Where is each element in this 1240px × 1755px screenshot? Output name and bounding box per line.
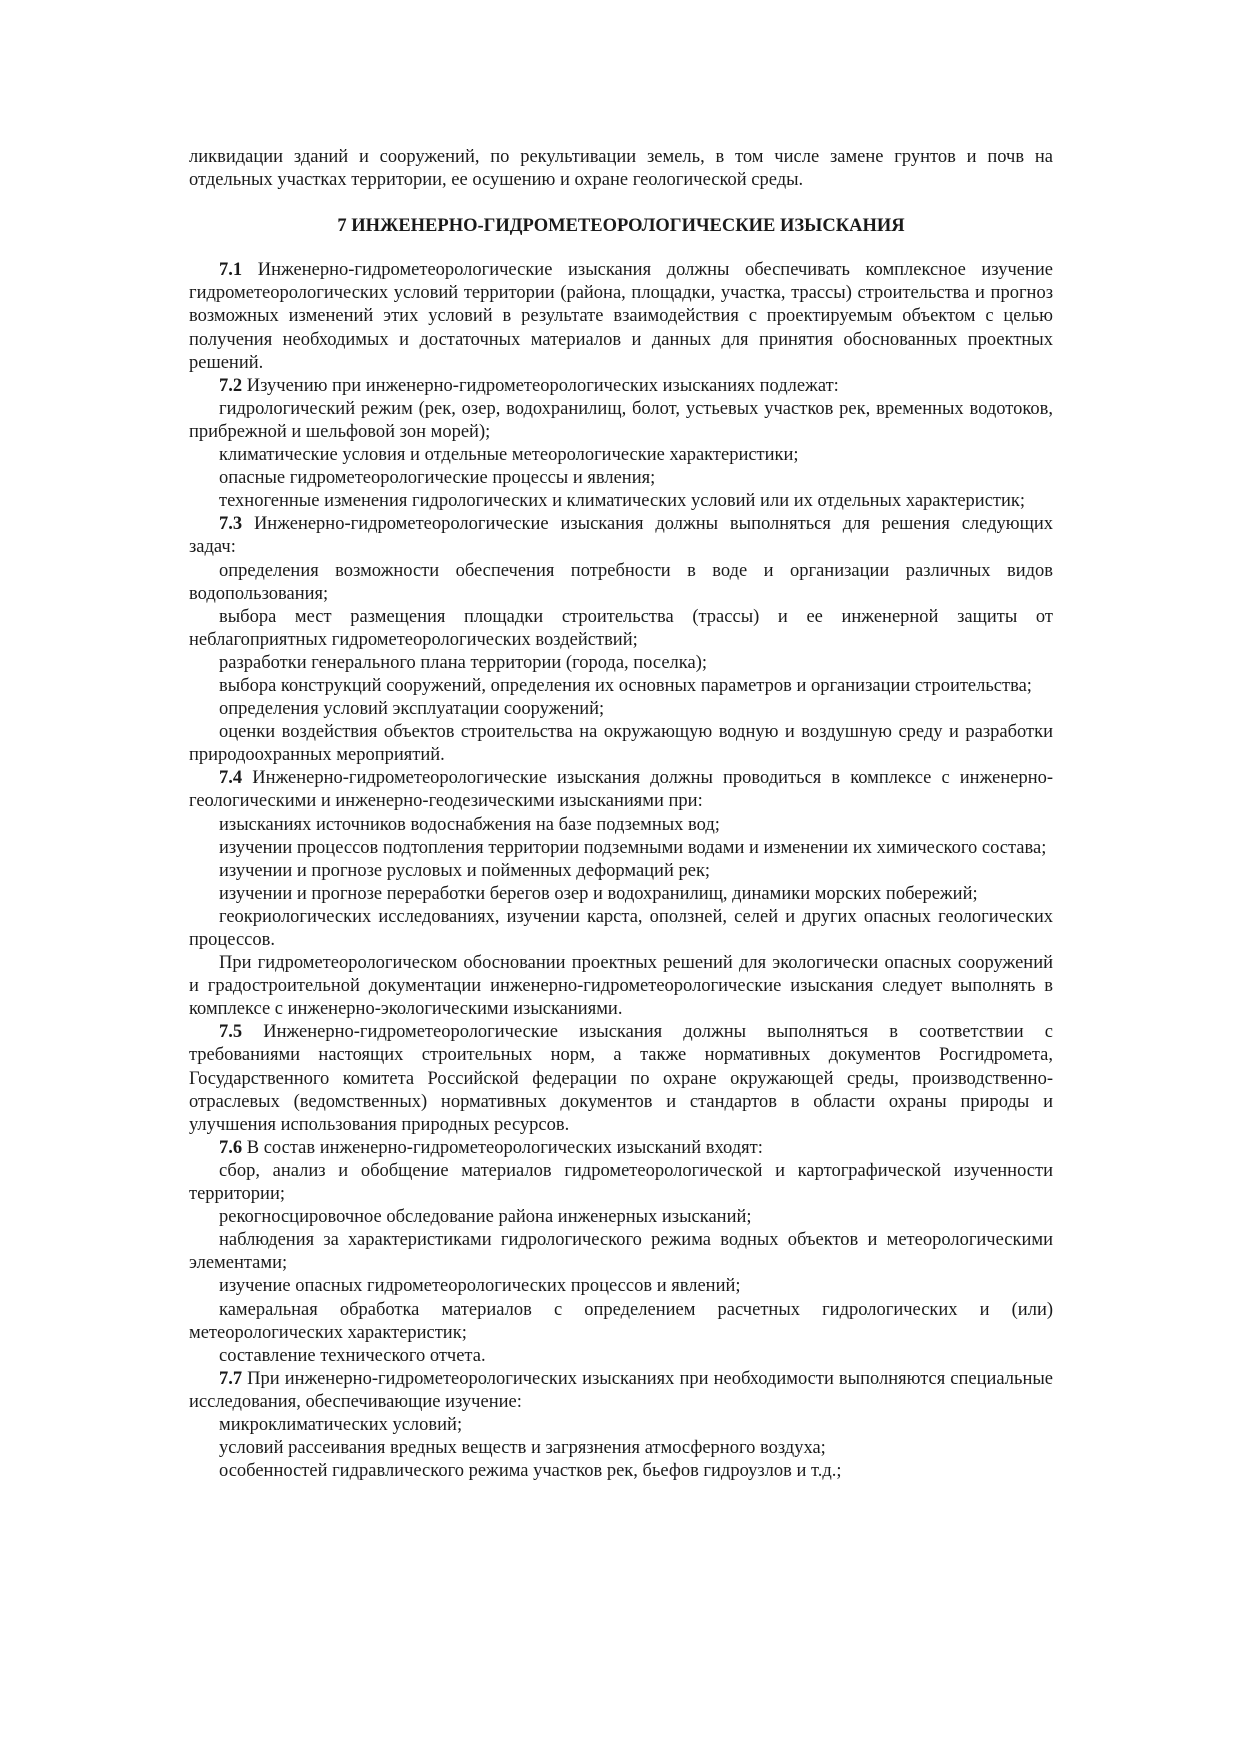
paragraph-text: Инженерно-гидрометеорологические изыскания должны проводиться в комплексе с инженерно-геологическими и инженерно-геодезическими изысканиями при: <box>189 768 1053 812</box>
list-item <box>189 1275 1053 1298</box>
list-item <box>189 1160 1053 1206</box>
paragraph-text: При инженерно-гидрометеорологических изысканиях при необходимости выполняются специальные исследования, обеспечивающие изучение: <box>189 1368 1053 1412</box>
paragraph-text: изучении и прогнозе русловых и пойменных деформаций рек; <box>219 860 711 881</box>
list-item <box>189 837 1053 860</box>
list-item <box>189 467 1053 490</box>
clause-number: 7.5 <box>219 1022 243 1043</box>
list-item <box>189 1345 1053 1368</box>
clause-paragraph <box>189 259 1053 374</box>
list-item <box>189 906 1053 952</box>
paragraph-text: изысканиях источников водоснабжения на базе подземных вод; <box>219 814 720 835</box>
list-item <box>189 1206 1053 1229</box>
section-body <box>189 259 1053 1483</box>
paragraph-text: изучение опасных гидрометеорологических процессов и явлений; <box>219 1276 741 1297</box>
paragraph-text: В состав инженерно-гидрометеорологических изысканий входят: <box>242 1137 763 1158</box>
paragraph-text: техногенные изменения гидрологических и климатических условий или их отдельных характеристик; <box>219 491 1026 512</box>
clause-paragraph <box>189 375 1053 398</box>
clause-number: 7.1 <box>219 260 243 281</box>
list-item <box>189 698 1053 721</box>
paragraph-text: При гидрометеорологическом обосновании проектных решений для экологически опасных сооружений и градостроительной документации инженерно-гидрометеорологические изыскания следует выполнять в комплексе с инженерно-экологическими изысканиями. <box>189 953 1053 1020</box>
paragraph-text: изучении процессов подтопления территории подземными водами и изменении их химического состава; <box>219 837 1047 858</box>
paragraph-text: определения условий эксплуатации сооружений; <box>219 699 605 720</box>
intro-paragraph: ликвидации зданий и сооружений, по рекультивации земель, в том числе замене грунтов и почв на отдельных участках территории, ее осушению и охране геологической среды. <box>189 147 1053 191</box>
list-item <box>189 883 1053 906</box>
clause-paragraph <box>189 1368 1053 1414</box>
list-item <box>189 652 1053 675</box>
paragraph-text: определения возможности обеспечения потребности в воде и организации различных видов водопользования; <box>189 560 1053 604</box>
paragraph-text: изучении и прогнозе переработки берегов озер и водохранилищ, динамики морских побережий; <box>219 883 978 904</box>
list-item <box>189 1414 1053 1437</box>
paragraph-text: геокриологических исследованиях, изучении карста, оползней, селей и других опасных геологических процессов. <box>189 906 1053 950</box>
paragraph-text: оценки воздействия объектов строительства на окружающую водную и воздушную среду и разработки природоохранных мероприятий. <box>189 722 1053 766</box>
paragraph-text: камеральная обработка материалов с определением расчетных гидрологических и (или) метеорологических характеристик; <box>189 1299 1053 1343</box>
paragraph-text: выбора мест размещения площадки строительства (трассы) и ее инженерной защиты от неблагоприятных гидрометеорологических воздействий; <box>189 606 1053 650</box>
paragraph-text: наблюдения за характеристиками гидрологического режима водных объектов и метеорологическими элементами; <box>189 1230 1053 1274</box>
document-page <box>189 146 1053 1483</box>
clause-number: 7.4 <box>219 768 243 789</box>
list-item <box>189 952 1053 1021</box>
paragraph-text: особенностей гидравлического режима участков рек, бьефов гидроузлов и т.д.; <box>219 1461 842 1482</box>
clause-number: 7.6 <box>219 1137 243 1158</box>
list-item <box>189 490 1053 513</box>
paragraph-text: Инженерно-гидрометеорологические изыскания должны выполняться в соответствии с требованиями настоящих строительных норм, а также нормативных документов Росгидромета, Государственного комитета Российской федерации по охране окружающей среды, производственно-отраслевых (ведомственных) нормативных документов и стандартов в области охраны природы и улучшения использования природных ресурсов. <box>189 1022 1053 1135</box>
list-item <box>189 1460 1053 1483</box>
paragraph-text: составление технического отчета. <box>219 1345 486 1366</box>
list-item <box>189 675 1053 698</box>
section-heading: 7 ИНЖЕНЕРНО-ГИДРОМЕТЕОРОЛОГИЧЕСКИЕ ИЗЫСКАНИЯ <box>337 216 905 237</box>
list-item <box>189 444 1053 467</box>
paragraph-text: Изучению при инженерно-гидрометеорологических изысканиях подлежат: <box>242 375 839 396</box>
list-item <box>189 398 1053 444</box>
list-item <box>189 606 1053 652</box>
paragraph-text: гидрологический режим (рек, озер, водохранилищ, болот, устьевых участков рек, временных водотоков, прибрежной и шельфовой зон морей); <box>189 398 1053 442</box>
list-item <box>189 1299 1053 1345</box>
clause-number: 7.3 <box>219 514 243 535</box>
clause-paragraph <box>189 1021 1053 1136</box>
clause-paragraph <box>189 1137 1053 1160</box>
clause-paragraph <box>189 767 1053 813</box>
paragraph-text: опасные гидрометеорологические процессы и явления; <box>219 468 656 489</box>
clause-number: 7.2 <box>219 375 243 396</box>
list-item <box>189 860 1053 883</box>
paragraph-text: рекогносцировочное обследование района инженерных изысканий; <box>219 1207 752 1228</box>
list-item <box>189 1229 1053 1275</box>
list-item <box>189 721 1053 767</box>
paragraph-text: климатические условия и отдельные метеорологические характеристики; <box>219 445 799 466</box>
clause-number: 7.7 <box>219 1368 243 1389</box>
paragraph-text: микроклиматических условий; <box>219 1414 463 1435</box>
clause-paragraph <box>189 513 1053 559</box>
paragraph-text: условий рассеивания вредных веществ и загрязнения атмосферного воздуха; <box>219 1438 826 1459</box>
paragraph-text: разработки генерального плана территории (города, поселка); <box>219 652 707 673</box>
paragraph-text: выбора конструкций сооружений, определения их основных параметров и организации строительства; <box>219 675 1032 696</box>
list-item <box>189 560 1053 606</box>
paragraph-text: Инженерно-гидрометеорологические изыскания должны обеспечивать комплексное изучение гидрометеорологических условий территории (района, площадки, участка, трассы) строительства и прогноз возможных изменений этих условий в результате взаимодействия с проектируемым объектом с целью получения необходимых и достаточных материалов и данных для принятия обоснованных проектных решений. <box>189 260 1053 373</box>
list-item <box>189 814 1053 837</box>
paragraph-text: Инженерно-гидрометеорологические изыскания должны выполняться для решения следующих задач: <box>189 514 1053 558</box>
paragraph-text: сбор, анализ и обобщение материалов гидрометеорологической и картографической изученности территории; <box>189 1160 1053 1205</box>
list-item <box>189 1437 1053 1460</box>
